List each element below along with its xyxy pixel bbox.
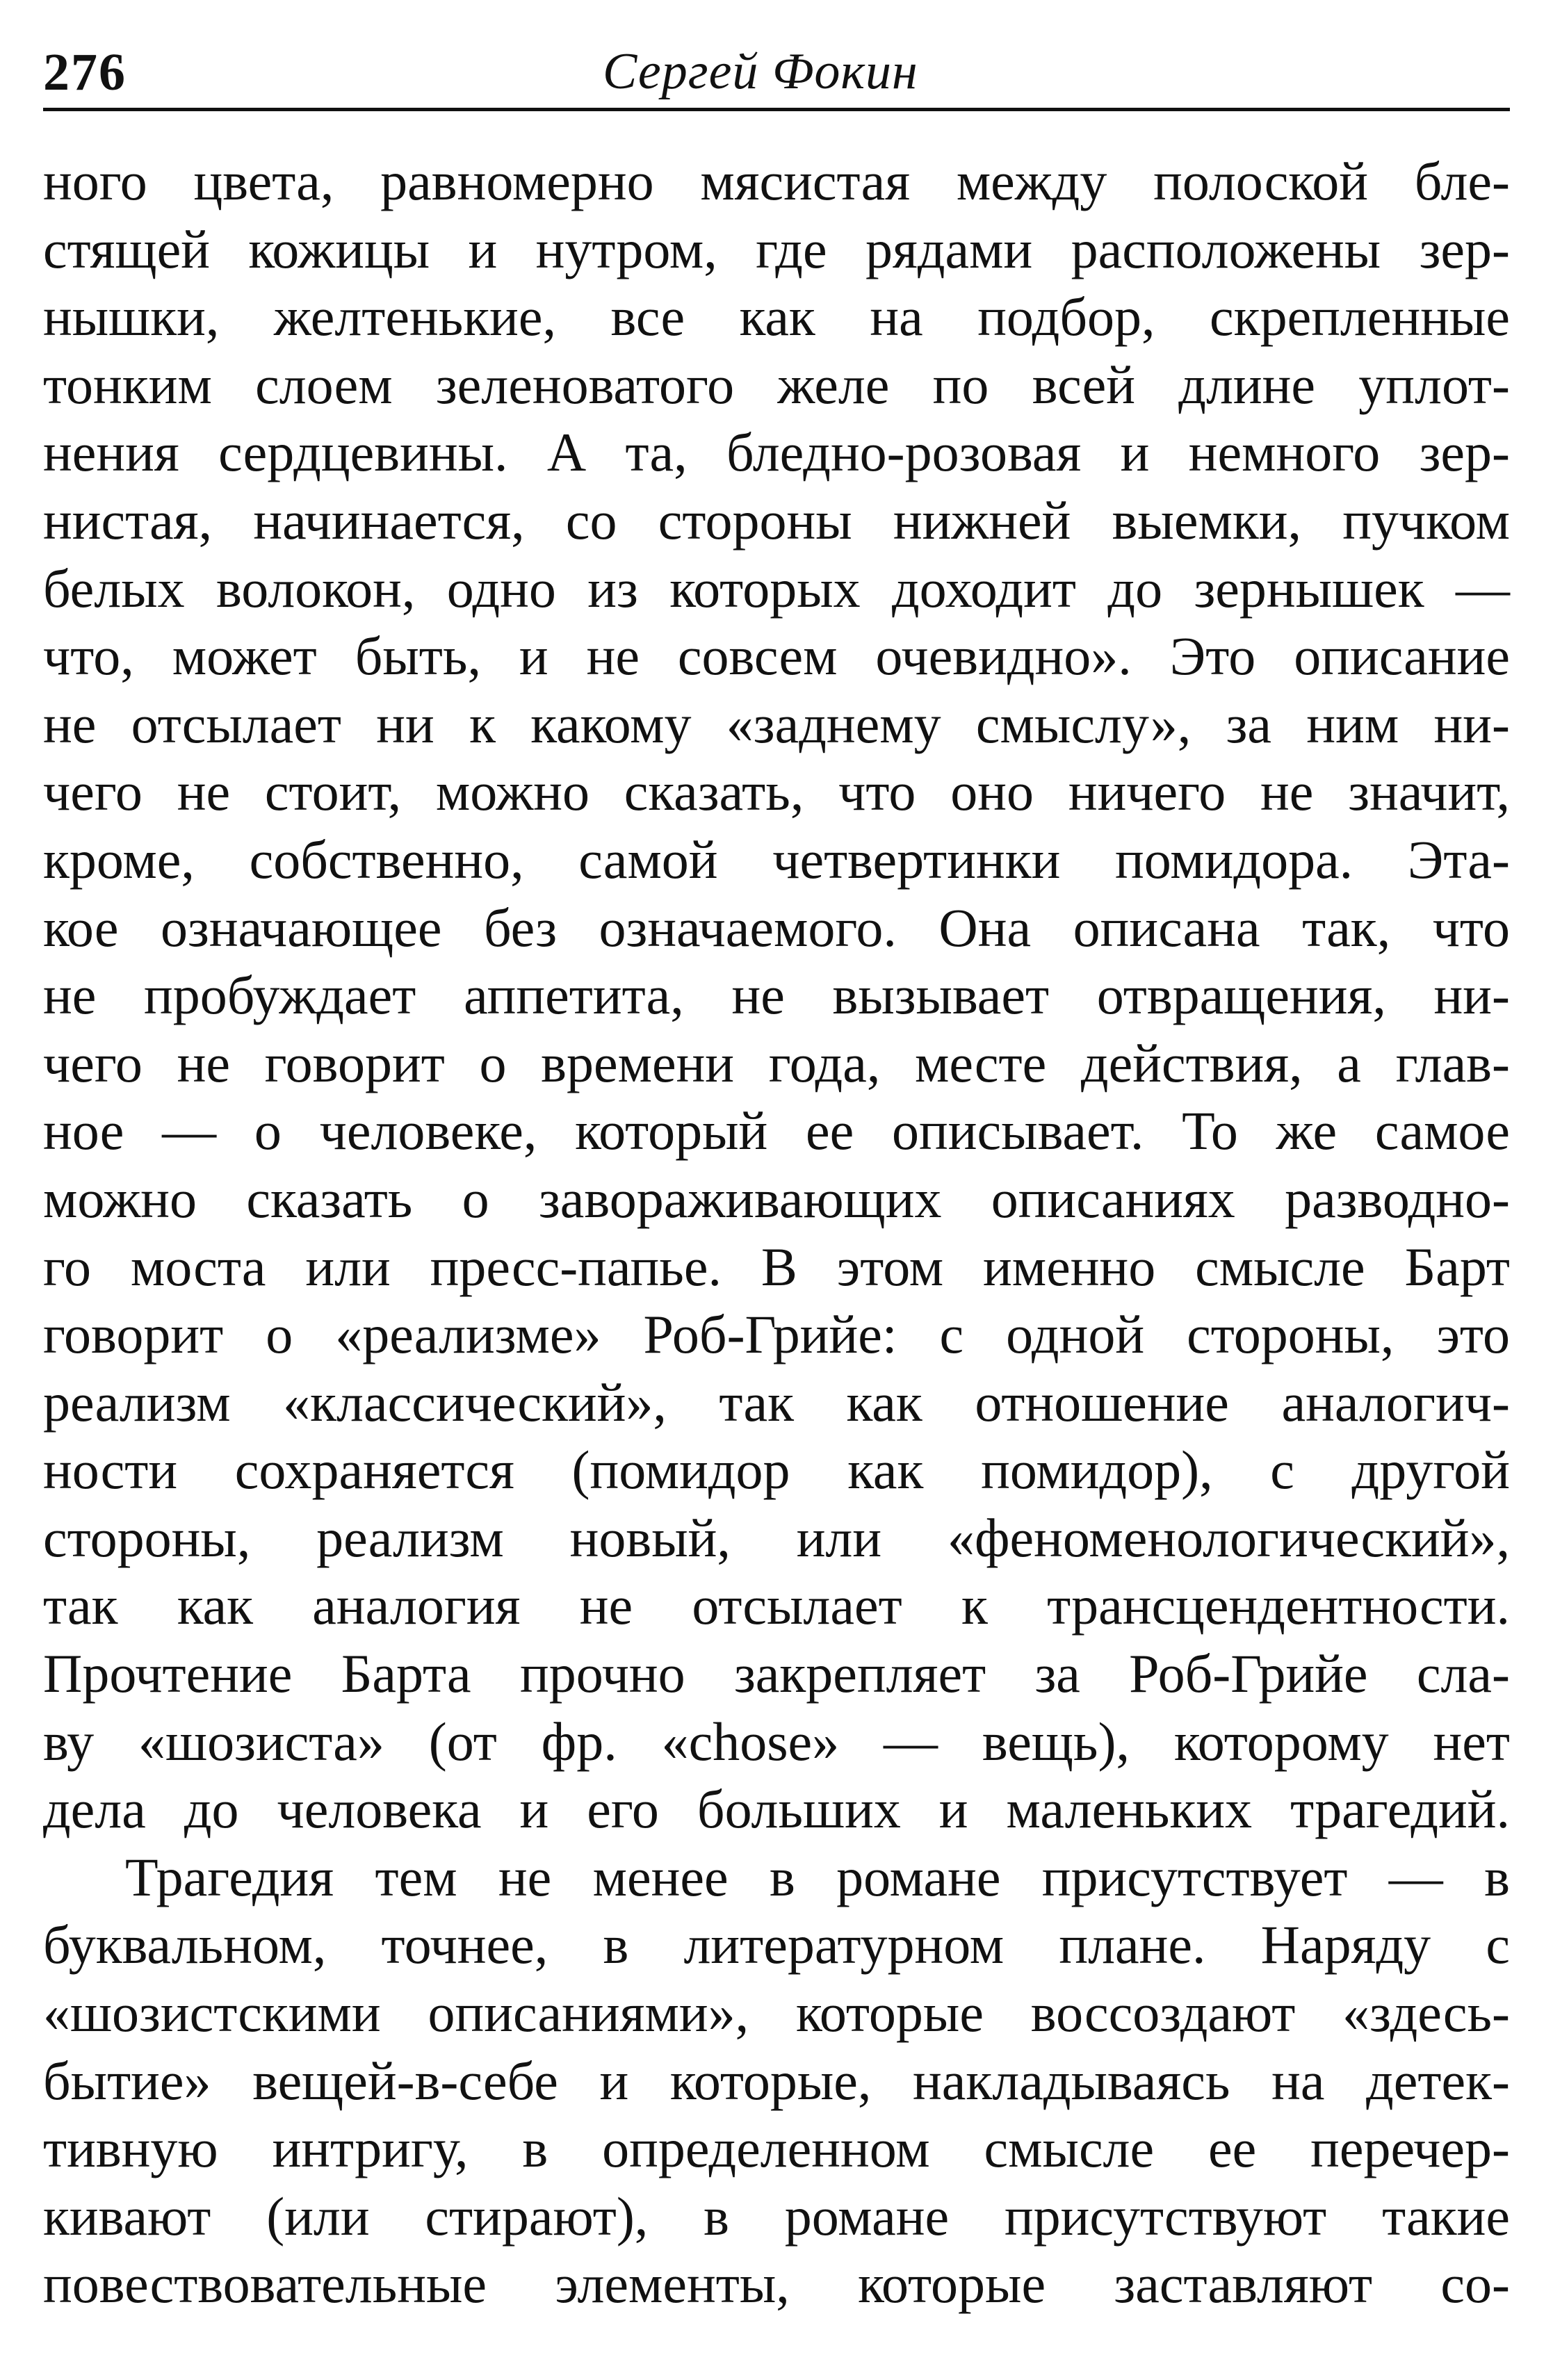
text-line: чего не говорит о времени года, месте действия, а глав- <box>43 1032 1510 1093</box>
text-line: кивают (или стирают), в романе присутствуют такие <box>43 2185 1510 2247</box>
text-line: тивную интригу, в определенном смысле ее перечер- <box>43 2118 1510 2179</box>
text-line: реализм «классический», так как отношение аналогич- <box>43 1371 1510 1433</box>
text-line: ности сохраняется (помидор как помидор), с другой <box>43 1440 1510 1501</box>
text-line: не пробуждает аппетита, не вызывает отвращения, ни- <box>43 965 1510 1026</box>
text-line: что, может быть, и не совсем очевидно». Это описание <box>43 626 1510 687</box>
text-line: дела до человека и его больших и маленьких трагедий. <box>43 1779 1510 1840</box>
body-text <box>43 147 1510 2318</box>
text-line: можно сказать о завораживающих описаниях разводно- <box>43 1168 1510 1229</box>
paragraph-first-line: Трагедия тем не менее в романе присутствует — в <box>125 1846 1510 1907</box>
text-line: стящей кожицы и нутром, где рядами расположены зер- <box>43 218 1510 279</box>
text-line: кроме, собственно, самой четвертинки помидора. Эта- <box>43 829 1510 890</box>
text-line: белых волокон, одно из которых доходит до зернышек — <box>43 557 1510 619</box>
text-line: ное — о человеке, который ее описывает. То же самое <box>43 1100 1510 1162</box>
text-line: буквальном, точнее, в литературном плане. Наряду с <box>43 1914 1510 1975</box>
text-line: Прочтение Барта прочно закрепляет за Роб-Грийе сла- <box>43 1643 1510 1704</box>
text-line: говорит о «реализме» Роб-Грийе: с одной стороны, это <box>43 1304 1510 1365</box>
text-line: нистая, начинается, со стороны нижней выемки, пучком <box>43 489 1510 551</box>
text-line: тонким слоем зеленоватого желе по всей длине уплот- <box>43 354 1510 415</box>
text-line: стороны, реализм новый, или «феноменологический», <box>43 1507 1510 1568</box>
text-line: так как аналогия не отсылает к трансцендентности. <box>43 1575 1510 1636</box>
text-line: го моста или пресс-папье. В этом именно смысле Барт <box>43 1236 1510 1297</box>
text-line: чего не стоит, можно сказать, что оно ничего не значит, <box>43 761 1510 822</box>
page-number: 276 <box>43 43 127 101</box>
book-page <box>43 42 1510 2356</box>
text-line: «шозистскими описаниями», которые воссоздают «здесь- <box>43 1982 1510 2044</box>
text-line: нышки, желтенькие, все как на подбор, скрепленные <box>43 286 1510 348</box>
running-header <box>43 42 1510 111</box>
text-line: повествовательные элементы, которые заставляют со- <box>43 2253 1510 2315</box>
text-line: кое означающее без означаемого. Она описана так, что <box>43 897 1510 958</box>
text-line: нения сердцевины. А та, бледно-розовая и немного зер- <box>43 422 1510 483</box>
text-line: бытие» вещей-в-себе и которые, накладываясь на детек- <box>43 2050 1510 2111</box>
header-author: Сергей Фокин <box>603 43 918 100</box>
text-line: не отсылает ни к какому «заднему смыслу», за ним ни- <box>43 693 1510 754</box>
text-line: ву «шозиста» (от фр. «chose» — вещь), которому нет <box>43 1711 1510 1772</box>
text-line: ного цвета, равномерно мясистая между полоской бле- <box>43 151 1510 211</box>
